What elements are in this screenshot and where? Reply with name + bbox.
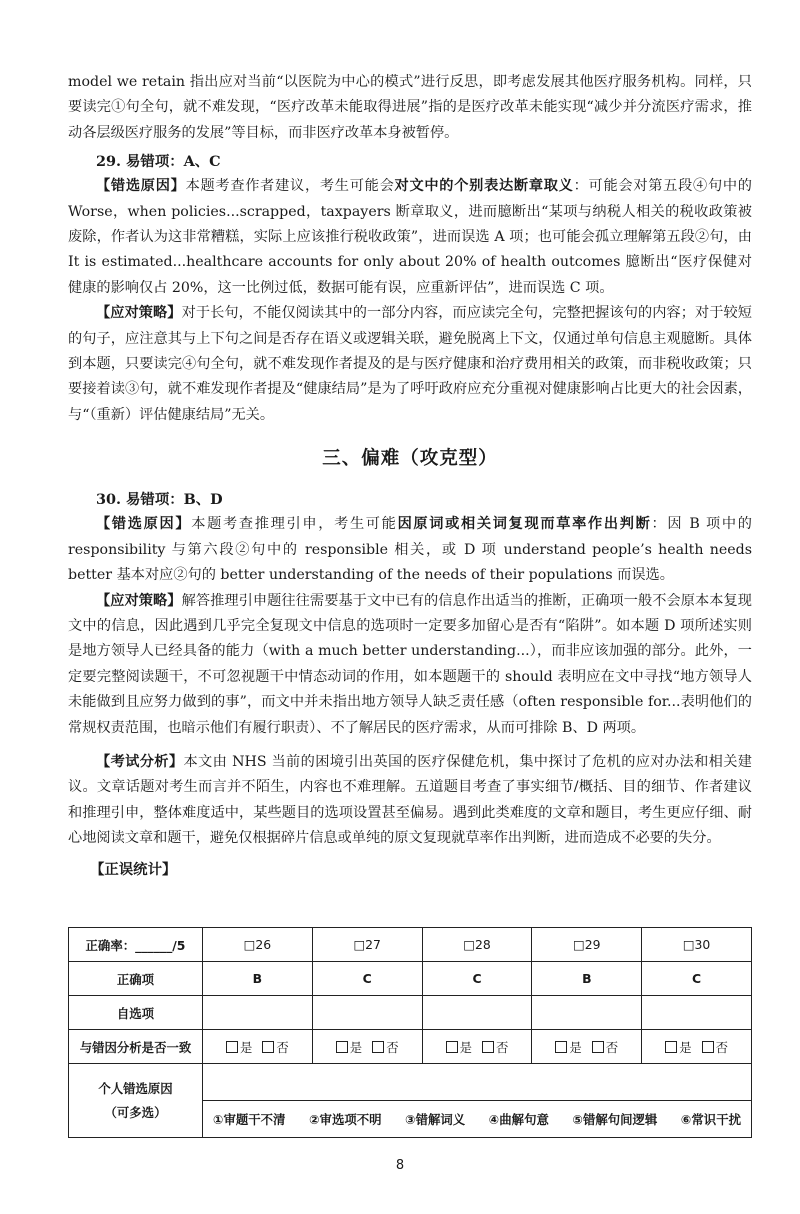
yes-label: 是 <box>349 1039 363 1055</box>
q30-reason-post: ：因 B 项中的 responsibility 与第六段②句中的 responsible 相关，或 D 项 understand people’s health needs better 基本对应②句的 better understanding of the needs of their populations 而误选。 <box>68 516 752 584</box>
q29-reason-post: ：可能会对第五段④句中的 Worse，when policies...scrapped，taxpayers 断章取义，进而臆断出“某项与纳税人相关的税收政策被废除，作者认为这非常糟糕，实际上应该推行税收政策”，进而误选 A 项；也可能会孤立理解第五段②句，由 It is estimated...healthcare accounts for only about 20% of health outcomes 臆断出“医疗保健对健康的影响仅占 20%，这一比例过低，数据可能有误，应重新评估”，进而误选 C 项。 <box>68 178 752 296</box>
yes-label: 是 <box>679 1039 692 1055</box>
yes-checkbox[interactable] <box>665 1041 677 1053</box>
question-cell[interactable]: □30 <box>642 928 752 962</box>
accuracy-cell[interactable]: 正确率：______/5 <box>69 928 203 962</box>
yes-label: 是 <box>569 1039 582 1055</box>
correct-label: 正确项 <box>69 962 203 996</box>
table-row <box>69 996 752 1030</box>
no-checkbox[interactable] <box>592 1041 604 1053</box>
exam-analysis <box>68 750 752 852</box>
q30-reason <box>68 512 752 588</box>
error-reason-options <box>203 1101 752 1138</box>
q30-reason-tag: 【错选原因】 <box>96 516 192 533</box>
yes-no-cell <box>203 1030 313 1064</box>
reason-option[interactable]: ④曲解句意 <box>488 1112 549 1127</box>
stats-table <box>68 927 752 1138</box>
correct-answer: C <box>312 962 422 996</box>
no-label: 否 <box>386 1039 399 1055</box>
reason-option[interactable]: ⑥常识干扰 <box>680 1112 741 1127</box>
yes-label: 是 <box>240 1039 253 1055</box>
exam-analysis-text: 本文由 NHS 当前的困境引出英国的医疗保健危机，集中探讨了危机的应对办法和相关建议。文章话题对考生而言并不陌生，内容也不难理解。五道题目考查了事实细节/概括、目的细节、作者建议和推理引申，整体难度适中，某些题目的选项设置甚至偏易。遇到此类难度的文章和题目，考生更应仔细、耐心地阅读文章和题干，避免仅根据碎片信息或单纯的原文复现就草率作出判断，进而造成不必要的失分。 <box>68 753 752 847</box>
correct-answer: B <box>203 962 313 996</box>
document-body <box>68 70 752 879</box>
self-choice-cell[interactable] <box>642 996 752 1030</box>
q29-reason <box>68 174 752 301</box>
q29-reason-pre: 本题考查作者建议，考生可能会 <box>185 178 395 195</box>
yes-no-cell <box>642 1030 752 1064</box>
q30-strategy-text: 解答推理引申题往往需要基于文中已有的信息作出适当的推断，正确项一般不会原本本复现文中的信息，因此遇到几乎完全复现文中信息的选项时一定要多加留心是否有“陷阱”。如本题 D 项所述实则是地方领导人已经具备的能力（with a much better understanding...），而非应该加强的部分。此外，一定要完整阅读题干，不可忽视题干中情态动词的作用，如本题题干的 should 表明应在文中寻找“地方领导人未能做到且应努力做到的事”，而文中并未指出地方领导人缺乏责任感（often responsible for...表明他们的常规权责范围，也暗示他们有履行职责）、不了解居民的医疗需求，从而可排除 B、D 两项。 <box>68 592 752 736</box>
section-title: 三、偏难（攻克型） <box>322 448 498 470</box>
reason-option[interactable]: ③错解词义 <box>405 1112 466 1127</box>
self-choice-label: 自选项 <box>69 996 203 1030</box>
yes-checkbox[interactable] <box>226 1041 238 1053</box>
no-label: 否 <box>605 1039 619 1055</box>
correct-answer: B <box>532 962 642 996</box>
error-reason-label <box>69 1064 203 1138</box>
q30-strategy <box>68 589 752 741</box>
table-row <box>69 962 752 996</box>
q30-strategy-tag: 【应对策略】 <box>96 592 182 609</box>
correct-answer: C <box>642 962 752 996</box>
no-checkbox[interactable] <box>262 1041 274 1053</box>
self-choice-cell[interactable] <box>422 996 532 1030</box>
reason-option[interactable]: ①审题干不清 <box>213 1112 286 1127</box>
yes-no-cell <box>532 1030 642 1064</box>
no-checkbox[interactable] <box>702 1041 714 1053</box>
q29-strategy-tag: 【应对策略】 <box>96 305 182 322</box>
question-cell[interactable]: □27 <box>312 928 422 962</box>
q29-strategy <box>68 301 752 428</box>
yes-checkbox[interactable] <box>446 1041 458 1053</box>
correct-answer: C <box>422 962 532 996</box>
yes-no-cell <box>422 1030 532 1064</box>
no-checkbox[interactable] <box>482 1041 494 1053</box>
q29-strategy-text: 对于长句，不能仅阅读其中的一部分内容，而应读完全句，完整把握该句的内容；对于较短的句子，应注意其与上下句之间是否存在语义或逻辑关联，避免脱离上下文，仅通过单句信息主观臆断。具体到本题，只要读完④句全句，就不难发现作者提及的是与医疗健康和治疗费用相关的政策，而非税收政策；只要接着读③句，就不难发现作者提及“健康结局”是为了呼吁政府应充分重视对健康影响占比更大的社会因素，与“（重新）评估健康结局”无关。 <box>68 305 752 423</box>
reason-option[interactable]: ⑤错解句间逻辑 <box>572 1112 658 1127</box>
q30-reason-pre: 本题考查推理引申，考生可能 <box>191 516 398 533</box>
table-row <box>69 1064 752 1101</box>
table-row <box>69 928 752 962</box>
error-reason-blank[interactable] <box>203 1064 752 1101</box>
self-choice-cell[interactable] <box>532 996 642 1030</box>
question-cell[interactable]: □29 <box>532 928 642 962</box>
yes-label: 是 <box>459 1039 472 1055</box>
q30-reason-bold: 因原词或相关词复现而草率作出判断 <box>397 516 652 533</box>
question-cell[interactable]: □28 <box>422 928 532 962</box>
no-label: 否 <box>715 1039 728 1055</box>
error-reason-label-line1: 个人错选原因 <box>98 1080 173 1096</box>
no-label: 否 <box>495 1039 509 1055</box>
self-choice-cell[interactable] <box>203 996 313 1030</box>
intro-paragraph: model we retain 指出应对当前“以医院为中心的模式”进行反思，即考虑发展其他医疗服务机构。同样，只要读完①句全句，就不难发现，“医疗改革未能取得进展”指的是医疗改革未能实现“减少并分流医疗需求，推动各层级医疗服务的发展”等目标，而非医疗改革本身被暂停。 <box>68 74 752 141</box>
no-label: 否 <box>276 1039 289 1055</box>
stats-label: 【正误统计】 <box>90 860 177 878</box>
q29-reason-bold: 对文中的个别表达断章取义 <box>394 178 574 195</box>
table-row <box>69 1030 752 1064</box>
exam-analysis-tag: 【考试分析】 <box>96 753 184 770</box>
q29-reason-tag: 【错选原因】 <box>96 178 186 195</box>
error-reason-label-line2: （可多选） <box>104 1104 167 1120</box>
page-number: 8 <box>395 1158 405 1173</box>
yes-checkbox[interactable] <box>336 1041 348 1053</box>
consistency-label: 与错因分析是否一致 <box>69 1030 203 1064</box>
reason-option[interactable]: ②审选项不明 <box>309 1112 382 1127</box>
no-checkbox[interactable] <box>372 1041 384 1053</box>
question-cell[interactable]: □26 <box>203 928 313 962</box>
yes-checkbox[interactable] <box>555 1041 567 1053</box>
q30-heading: 30. 易错项：B、D <box>96 491 223 509</box>
yes-no-cell <box>312 1030 422 1064</box>
self-choice-cell[interactable] <box>312 996 422 1030</box>
q29-heading: 29. 易错项：A、C <box>96 153 221 171</box>
